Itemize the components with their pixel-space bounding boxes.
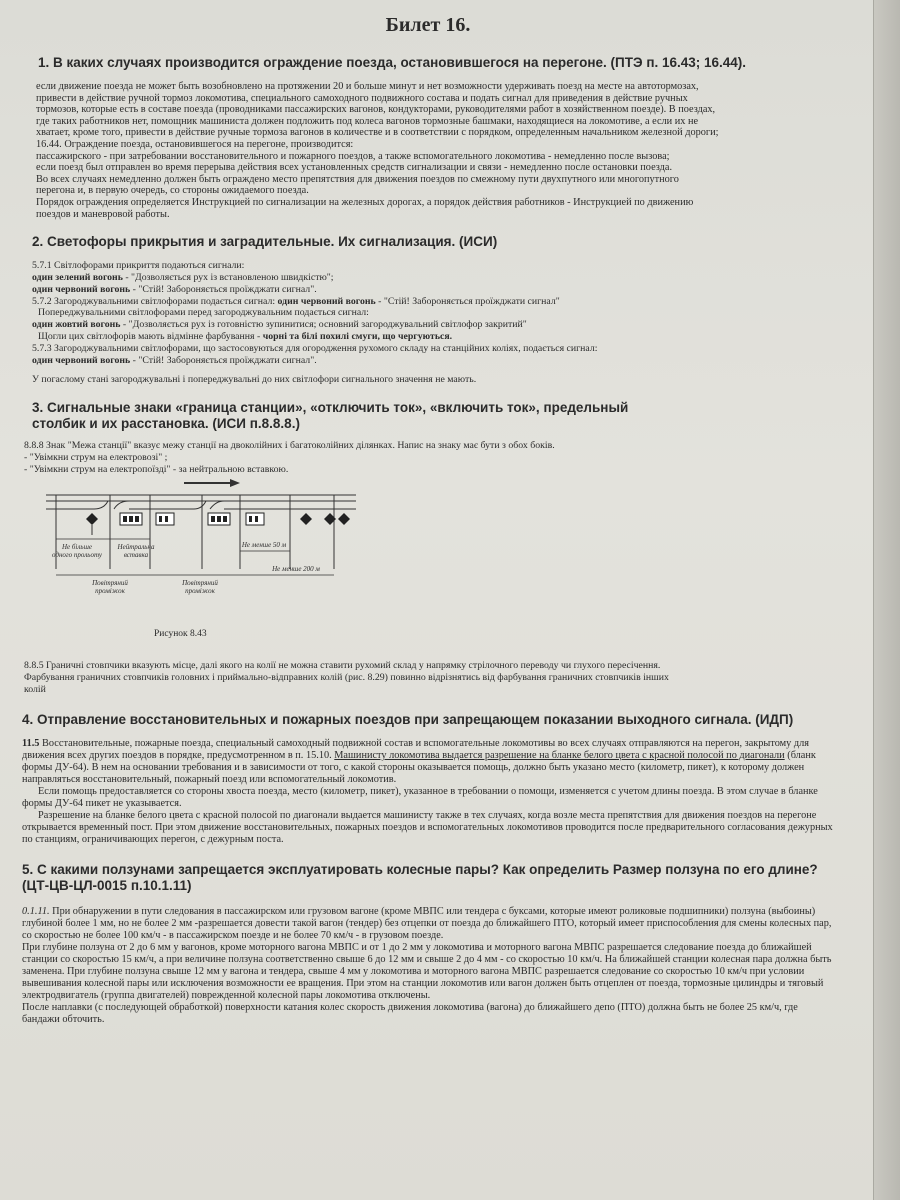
text-line: Попереджувальними світлофорами перед загороджувальним подається сигнал: (38, 307, 369, 319)
diagram-label: Повітряний проміжок (92, 579, 128, 596)
sign-diamond (300, 513, 312, 525)
question-5 (22, 862, 834, 1026)
text-line: тормозов, которые есть в составе поезда (проводниками пассажирских вагонов, кондукторами, руководителями работ в хозяйственном поезде). В поездах, (36, 104, 716, 116)
sign-mark (217, 516, 221, 522)
text-line: 5.7.3 Загороджувальними світлофорами, що застосовуються для огородження рухомого складу на станційних коліях, подається сигнал: (32, 342, 598, 354)
text-span: - "Дозволяється рух із встановленою швидкістю"; (122, 271, 334, 283)
diagram-label: Не більше одного прольоту (52, 543, 102, 560)
text-span: Восстановительные, пожарные поезда, специальный самоходный подвижной состав и вспомогательные локомотивы во всех случаях отправляются на перегон, закрытому для движения всех других поездов в порядке, предусмотренном в п. 15.10. (22, 737, 810, 761)
text-line: 8.8.8 Знак "Межа станції" вказує межу станції на двоколійних і багатоколійних ділянках. Напис на знаку має бути з обох боків. (24, 440, 555, 452)
bold-text: один червоний вогонь (32, 354, 131, 366)
question-4-body (22, 738, 834, 846)
text-line: колій (24, 684, 46, 696)
page-edge (873, 0, 900, 1200)
text-span: - "Стій! Забороняється проїжджати сигнал". (130, 283, 317, 295)
text-line (32, 284, 834, 296)
wire-segment (184, 501, 206, 509)
text-line: где таких работников нет, помощник машиниста должен подложить под колеса вагонов тормозные башмаки, находящиеся на локомотиве, а если их не (36, 115, 699, 127)
wire-segment (210, 501, 224, 509)
question-4 (22, 712, 834, 846)
text-line (32, 319, 834, 331)
page-title: Билет 16. (385, 14, 471, 36)
bold-text: один червоний вогонь (277, 295, 376, 307)
sign-mark (123, 516, 127, 522)
question-3-body (24, 440, 834, 696)
text-line: пассажирского - при затребовании восстановительного и пожарного поездов, а также вспомогательного локомотива - немедленно после вызова; (36, 150, 670, 162)
question-4-heading: 4. Отправление восстановительных и пожарных поездов при запрещающем показании выходного сигнала. (ИДП) (22, 711, 794, 727)
text-line: поездов и маневровой работы. (36, 208, 170, 220)
text-line: если поезд был отправлен во время перерыва действия всех установленных средств сигнализации и связи - немедленно после остановки поезда. (36, 162, 673, 174)
text-line (32, 355, 834, 367)
bold-text: чорні та білі похилі смуги, що чергуються. (262, 330, 453, 342)
question-2-body (32, 260, 834, 386)
sign-mark (165, 516, 168, 522)
text-paragraph: Разрешение на бланке белого цвета с красной полосой по диагонали выдается машинисту также в тех случаях, когда возле места препятствия для движения поездов на перегоне открывается временный пост. При этом движение восстановительных, пожарных поездов и вспомогательных локомотивов проводится после предварительного согласования дежурных по станциям, ограничивающих перегон, с дежурным поста. (22, 809, 833, 845)
text-span: (бланк формы ДУ-64). В нем на основании требования и в зависимости от того, с какой стороны оказывается помощь, должно быть указано место (километр, пикет), к которому должен направляться восстановительный, пожарный поезд или вспомогательный локомотив. (22, 749, 816, 785)
diagram-label: Не менше 50 м (241, 541, 287, 550)
diagram-label: Не менше 200 м (272, 565, 320, 574)
text-line (32, 296, 834, 308)
sign-diamond (86, 513, 98, 525)
sign-mark (129, 516, 133, 522)
text-line: 8.8.5 Граничні стовпчики вказують місце, далі якого на колії не можна ставити рухомий склад у напрямку стрілочного переводу чи глухого пересічення. (24, 660, 661, 672)
sign-mark (223, 516, 227, 522)
bold-text: один зелений вогонь (32, 271, 123, 283)
diagram-label: Повітряний проміжок (182, 579, 218, 596)
text-paragraph (22, 906, 834, 942)
text-line: если движение поезда не может быть возобновлено на протяжении 20 и больше минут и нет возможности удерживать поезд на месте на автотормозах, (36, 81, 699, 92)
text-line: Во всех случаях немедленно должен быть ограждено место препятствия для движения поездов по смежному пути двухпутного или многопутного (36, 173, 679, 185)
text-line (38, 331, 834, 343)
question-2-heading: 2. Светофоры прикрытия и заградительные. Их сигнализация. (ИСИ) (32, 234, 498, 250)
question-5-body (22, 906, 834, 1026)
text-line: привести в действие ручной тормоз локомотива, специального самоходного подвижного состава и подать сигнал для приведения в действие ручных (36, 92, 688, 104)
text-line: 16.44. Ограждение поезда, остановившегося на перегоне, производится: (36, 138, 354, 150)
question-5-heading: 5. С какими ползунами запрещается эксплуатировать колесные пары? Как определить Размер ползуна по его длине? (ЦТ-ЦВ-ЦЛ-0015 п.10.1.11) (22, 861, 818, 893)
text-span: Щогли цих світлофорів мають відмінне фарбування - (38, 330, 263, 342)
sign-mark (211, 516, 215, 522)
sign-diamond (338, 513, 350, 525)
text-line: перегона и, в первую очередь, со стороны ожидаемого поезда. (36, 185, 309, 197)
wire-segment (46, 501, 108, 509)
bold-text: один жовтий вогонь (32, 319, 121, 331)
text-paragraph: После наплавки (с последующей обработкой) поверхности катания колес скорость движения локомотива (вагона) до ближайшего депо (ПТО) должна быть не более 25 км/ч, где бандажи обточить. (22, 1001, 798, 1025)
text-paragraph (22, 738, 834, 786)
text-span: При обнаружении в пути следования в пассажирском или грузовом вагоне (кроме МВПС или тендера с буксами, которые имеют роликовые подшипники) ползуна (выбоины) глубиной более 1 мм, но не более 2 мм -разрешается довести такой вагон (тендер) без отцепки от поезда до ближайшего ПТО, который имеет приспособления для смены колесных пар, со скоростью не более 100 км/ч - в пассажирском поезде и не более 70 км/ч - в грузовом поезде. (22, 905, 832, 941)
text-span: - "Стій! Забороняється проїжджати сигнал" (375, 295, 560, 307)
text-line: хватает, кроме того, привести в действие ручные тормоза вагонов в количестве и в соответствии с порядком, определенным начальником железной дороги; (36, 127, 719, 139)
italic-text: 0.1.11. (22, 905, 50, 917)
sign-mark (249, 516, 252, 522)
sign-mark (159, 516, 162, 522)
question-3-heading: 3. Сигнальные знаки «граница станции», «отключить ток», «включить ток», предельный (32, 400, 629, 416)
question-3 (22, 400, 834, 696)
text-line: Порядок ограждения определяется Инструкцией по сигнализации на железных дорогах, а порядок действия работников - Инструкцией по движению (36, 196, 694, 208)
sign-mark (255, 516, 258, 522)
underlined-text: Машинисту локомотива выдается разрешение на бланке белого цвета с красной полосой по диагонали (334, 749, 785, 761)
text-line: - "Увімкни струм на електропоїзді" - за нейтральною вставкою. (24, 463, 289, 475)
text-span: - "Дозволяється рух із готовністю зупинитися; основний загороджувальний світлофор закритий" (120, 319, 527, 331)
figure-caption: Рисунок 8.43 (154, 629, 207, 640)
text-line: - "Увімкни струм на електровозі" ; (24, 451, 168, 463)
text-paragraph: Если помощь предоставляется со стороны хвоста поезда, место (километр, пикет), указанное в требовании о помощи, изменяется с учетом длины поезда. В этом случае в бланке формы ДУ-64 пикет не указывается. (22, 785, 818, 809)
text-paragraph: При глубине ползуна от 2 до 6 мм у вагонов, кроме моторного вагона МВПС и от 1 до 2 мм у локомотива и моторного вагона МВПС разрешается следование поезда до ближайшей станции со скоростью 15 км/ч, а при величине ползуна соответственно свыше 6 до 12 мм и свыше 2 до 4 мм - со скоростью 10 км/ч. На ближайшей станции колесная пара должна быть заменена. При глубине ползуна свыше 12 мм у вагона и тендера, свыше 4 мм у локомотива и моторного вагона МВПС разрешается следование со скоростью 10 км/ч при условии вывешивания колесной пары или исключения возможности ее вращения. При этом на станции локомотив или вагон должен быть отцеплен от поезда, тормозные цилиндры и тяговый электродвигатель (группа двигателей) поврежденной колесной пары локомотива отключены. (22, 941, 832, 1001)
question-1-heading: 1. В каких случаях производится ограждение поезда, остановившегося на перегоне. (ПТЭ п. 16.43; 16.44). (38, 55, 747, 70)
question-1-body (36, 81, 834, 220)
text-line (32, 272, 834, 284)
wire-segment (114, 501, 129, 509)
diagram-label: Нейтральна вставка (117, 543, 155, 560)
question-3-heading-cont: столбик и их расстановка. (ИСИ п.8.8.8.) (32, 416, 300, 432)
bold-text: 11.5 (22, 737, 40, 749)
text-span: - "Стій! Забороняється проїжджати сигнал". (130, 354, 317, 366)
sign-mark (135, 516, 139, 522)
bold-text: один червоний вогонь (32, 283, 131, 295)
document-content (22, 10, 834, 1038)
text-line: У погаслому стані загороджувальні і попереджувальні до них світлофори сигнального значення не мають. (32, 374, 477, 386)
track-diagram (34, 479, 364, 654)
text-line: 5.7.1 Світлофорами прикриття подаються сигнали: (32, 260, 245, 272)
arrow-head (230, 479, 240, 487)
text-span: 5.7.2 Загороджувальними світлофорами подається сигнал: (32, 295, 278, 307)
text-line: Фарбування граничних стовпчиків головних і приймально-відправних колій (рис. 8.29) повинно відрізнятись від фарбування граничних стовпчиків інших (24, 672, 669, 684)
question-2 (22, 234, 834, 386)
question-1 (22, 55, 834, 220)
